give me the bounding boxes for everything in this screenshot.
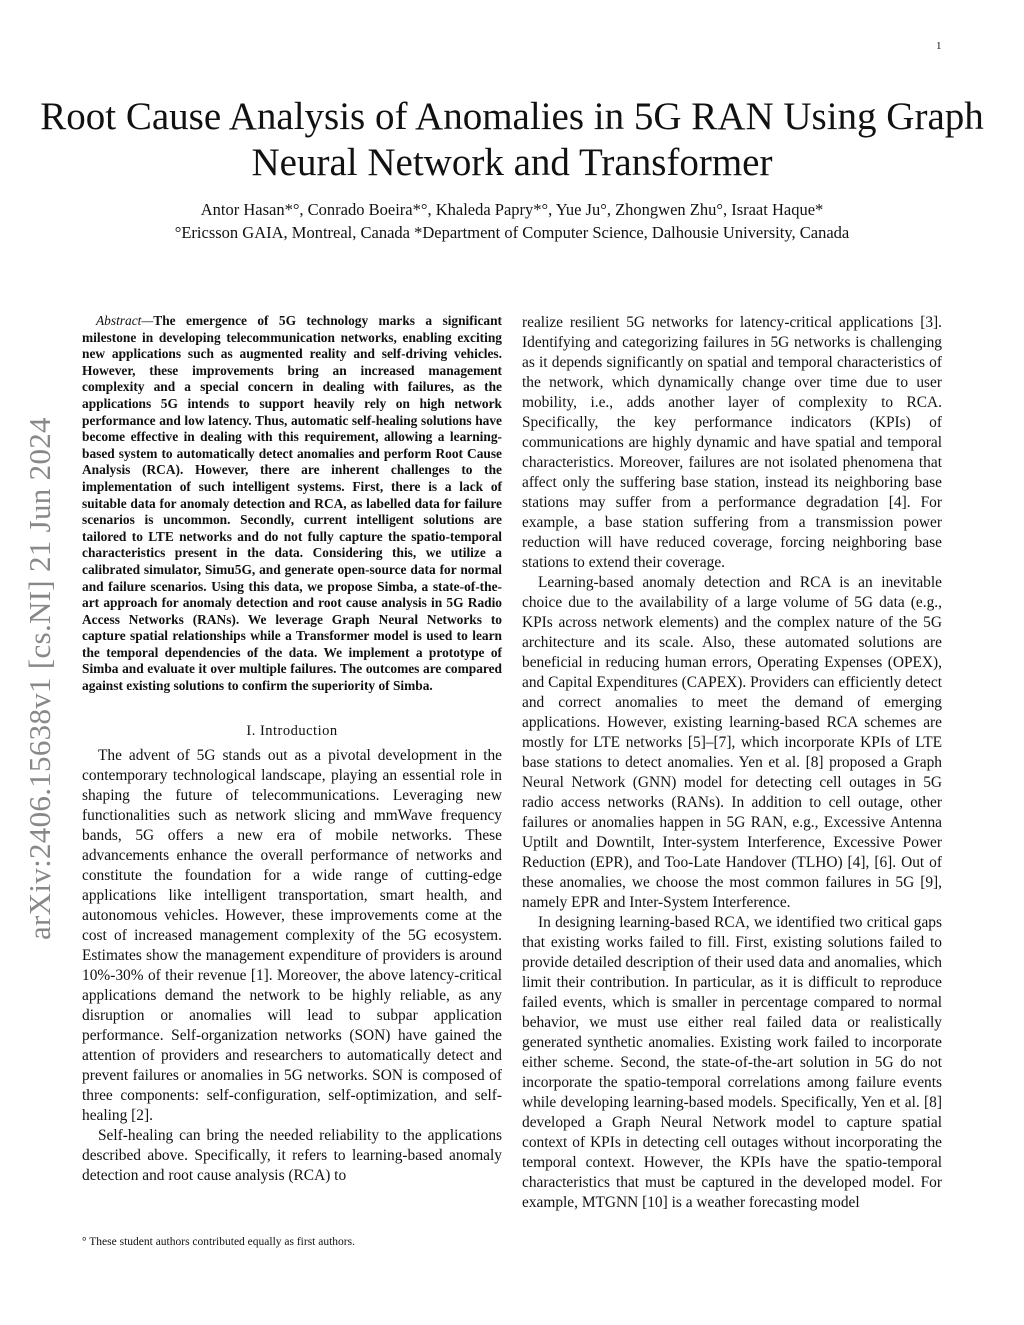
affiliations: °Ericsson GAIA, Montreal, Canada *Department of Computer Science, Dalhousie University, Canada [174, 223, 850, 242]
paragraph: In designing learning-based RCA, we identified two critical gaps that existing works failed to fill. First, existing solutions failed to provide detailed description of their used data and anomalies, which limit their contribution. In particular, as it is difficult to reproduce failed events, which is smaller in percentage compared to normal behavior, we must use either real failed data or realistically generated synthetic anomalies. Existing work failed to incorporate either scheme. Second, the state-of-the-art solution in 5G do not incorporate the spatio-temporal correlations among failure events while developing learning-based models. Specifically, Yen et al. [8] developed a Graph Neural Network model to capture spatial context of KPIs in detecting cell outages without incorporating the temporal context. However, the KPIs have the spatio-temporal characteristics that must be captured in the developed model. For example, MTGNN [10] is a weather forecasting model [522, 914, 942, 1211]
arxiv-identifier: arXiv:2406.15638v1 [cs.NI] 21 Jun 2024 [22, 417, 57, 940]
right-column [522, 313, 942, 1213]
paragraph: Self-healing can bring the needed reliability to the applications described above. Specifically, it refers to learning-based anomaly detection and root cause analysis (RCA) to [82, 1126, 502, 1184]
paragraph: Learning-based anomaly detection and RCA is an inevitable choice due to the availability of a large volume of 5G data (e.g., KPIs across network elements) and the complex nature of the 5G architecture and its scale. Also, these automated solutions are beneficial in reducing human errors, Operating Expenses (OPEX), and Capital Expenditures (CAPEX). Providers can efficiently detect and correct anomalies to meet the demand of emerging applications. However, existing learning-based RCA schemes are mostly for LTE networks [5]–[7], which incorporate KPIs of LTE base stations to detect anomalies. Yen et al. [8] proposed a Graph Neural Network (GNN) model for detecting cell outages in 5G radio access networks (RANs). In addition to cell outage, other failures or anomalies happen in 5G RAN, e.g., Excessive Antenna Uptilt and Downtilt, Inter-system Interference, Excessive Power Reduction (EPR), and Too-Late Handover (TLHO) [4], [6]. Out of these anomalies, we choose the most common failures in 5G [9], namely EPR and Inter-System Interference. [522, 574, 942, 911]
footnote: ° These student authors contributed equally as first authors. [82, 1236, 355, 1248]
author-block [0, 198, 1024, 244]
abstract [82, 313, 502, 695]
paragraph: The advent of 5G stands out as a pivotal development in the contemporary technological landscape, playing an essential role in shaping the future of telecommunications. Leveraging new functionalities such as network slicing and mmWave frequency bands, 5G offers a new era of mobile networks. These advancements enhance the overall performance of networks and constitute the foundation for a wide range of cutting-edge applications like intelligent transportation, smart health, and autonomous vehicles. However, these improvements come at the cost of increased management complexity of the 5G ecosystem. Estimates show the management expenditure of providers is around 10%-30% of their revenue [1]. Moreover, the above latency-critical applications demand the network to be highly reliable, as any disruption or anomalies will lead to subpar application performance. Self-organization networks (SON) have gained the attention of providers and researchers to automatically detect and prevent failures or anomalies in 5G networks. SON is composed of three components: self-configuration, self-optimization, and self-healing [2]. [82, 746, 502, 1124]
section-heading: I. Introduction [246, 722, 338, 739]
paper-title: Root Cause Analysis of Anomalies in 5G RAN Using Graph Neural Network and Transformer [40, 95, 984, 184]
page-number: 1 [936, 40, 942, 52]
authors: Antor Hasan*°, Conrado Boeira*°, Khaleda Papry*°, Yue Ju°, Zhongwen Zhu°, Israat Haque* [200, 200, 824, 219]
abstract-text: The emergence of 5G technology marks a significant milestone in developing telecommunication networks, enabling exciting new applications such as augmented reality and self-driving vehicles. However, these improvements bring an increased management complexity and a special concern in dealing with failures, as the applications 5G intends to support heavily rely on high network performance and low latency. Thus, automatic self-healing solutions have become effective in dealing with this requirement, allowing a learning-based system to automatically detect anomalies and perform Root Cause Analysis (RCA). However, there are inherent challenges to the implementation of such intelligent systems. First, there is a lack of suitable data for anomaly detection and RCA, as labelled data for failure scenarios is uncommon. Secondly, current intelligent solutions are tailored to LTE networks and do not fully capture the spatio-temporal characteristics present in the data. Considering this, we utilize a calibrated simulator, Simu5G, and generate open-source data for normal and failure scenarios. Using this data, we propose Simba, a state-of-the-art approach for anomaly detection and root cause analysis in 5G Radio Access Networks (RANs). We leverage Graph Neural Networks to capture spatial relationships while a Transformer model is used to learn the temporal dependencies of the data. We implement a prototype of Simba and evaluate it over multiple failures. The outcomes are compared against existing solutions to confirm the superiority of Simba. [82, 313, 502, 694]
paragraph: realize resilient 5G networks for latency-critical applications [3]. Identifying and categorizing failures in 5G networks is challenging as it depends significantly on spatial and temporal characteristics of the network, which dynamically change over time due to user mobility, i.e., adds another layer of complexity to RCA. Specifically, the key performance indicators (KPIs) of communications are highly dynamic and have spatial and temporal characteristics. Moreover, failures are not isolated phenomena that affect only the suffering base station, instead its neighboring base stations may suffer from a performance degradation [4]. For example, a base station suffering from a transmission power reduction will have reduced coverage, forcing neighboring base stations to extend their coverage. [522, 314, 942, 571]
left-column [82, 313, 502, 1186]
abstract-label: Abstract— [96, 313, 154, 328]
